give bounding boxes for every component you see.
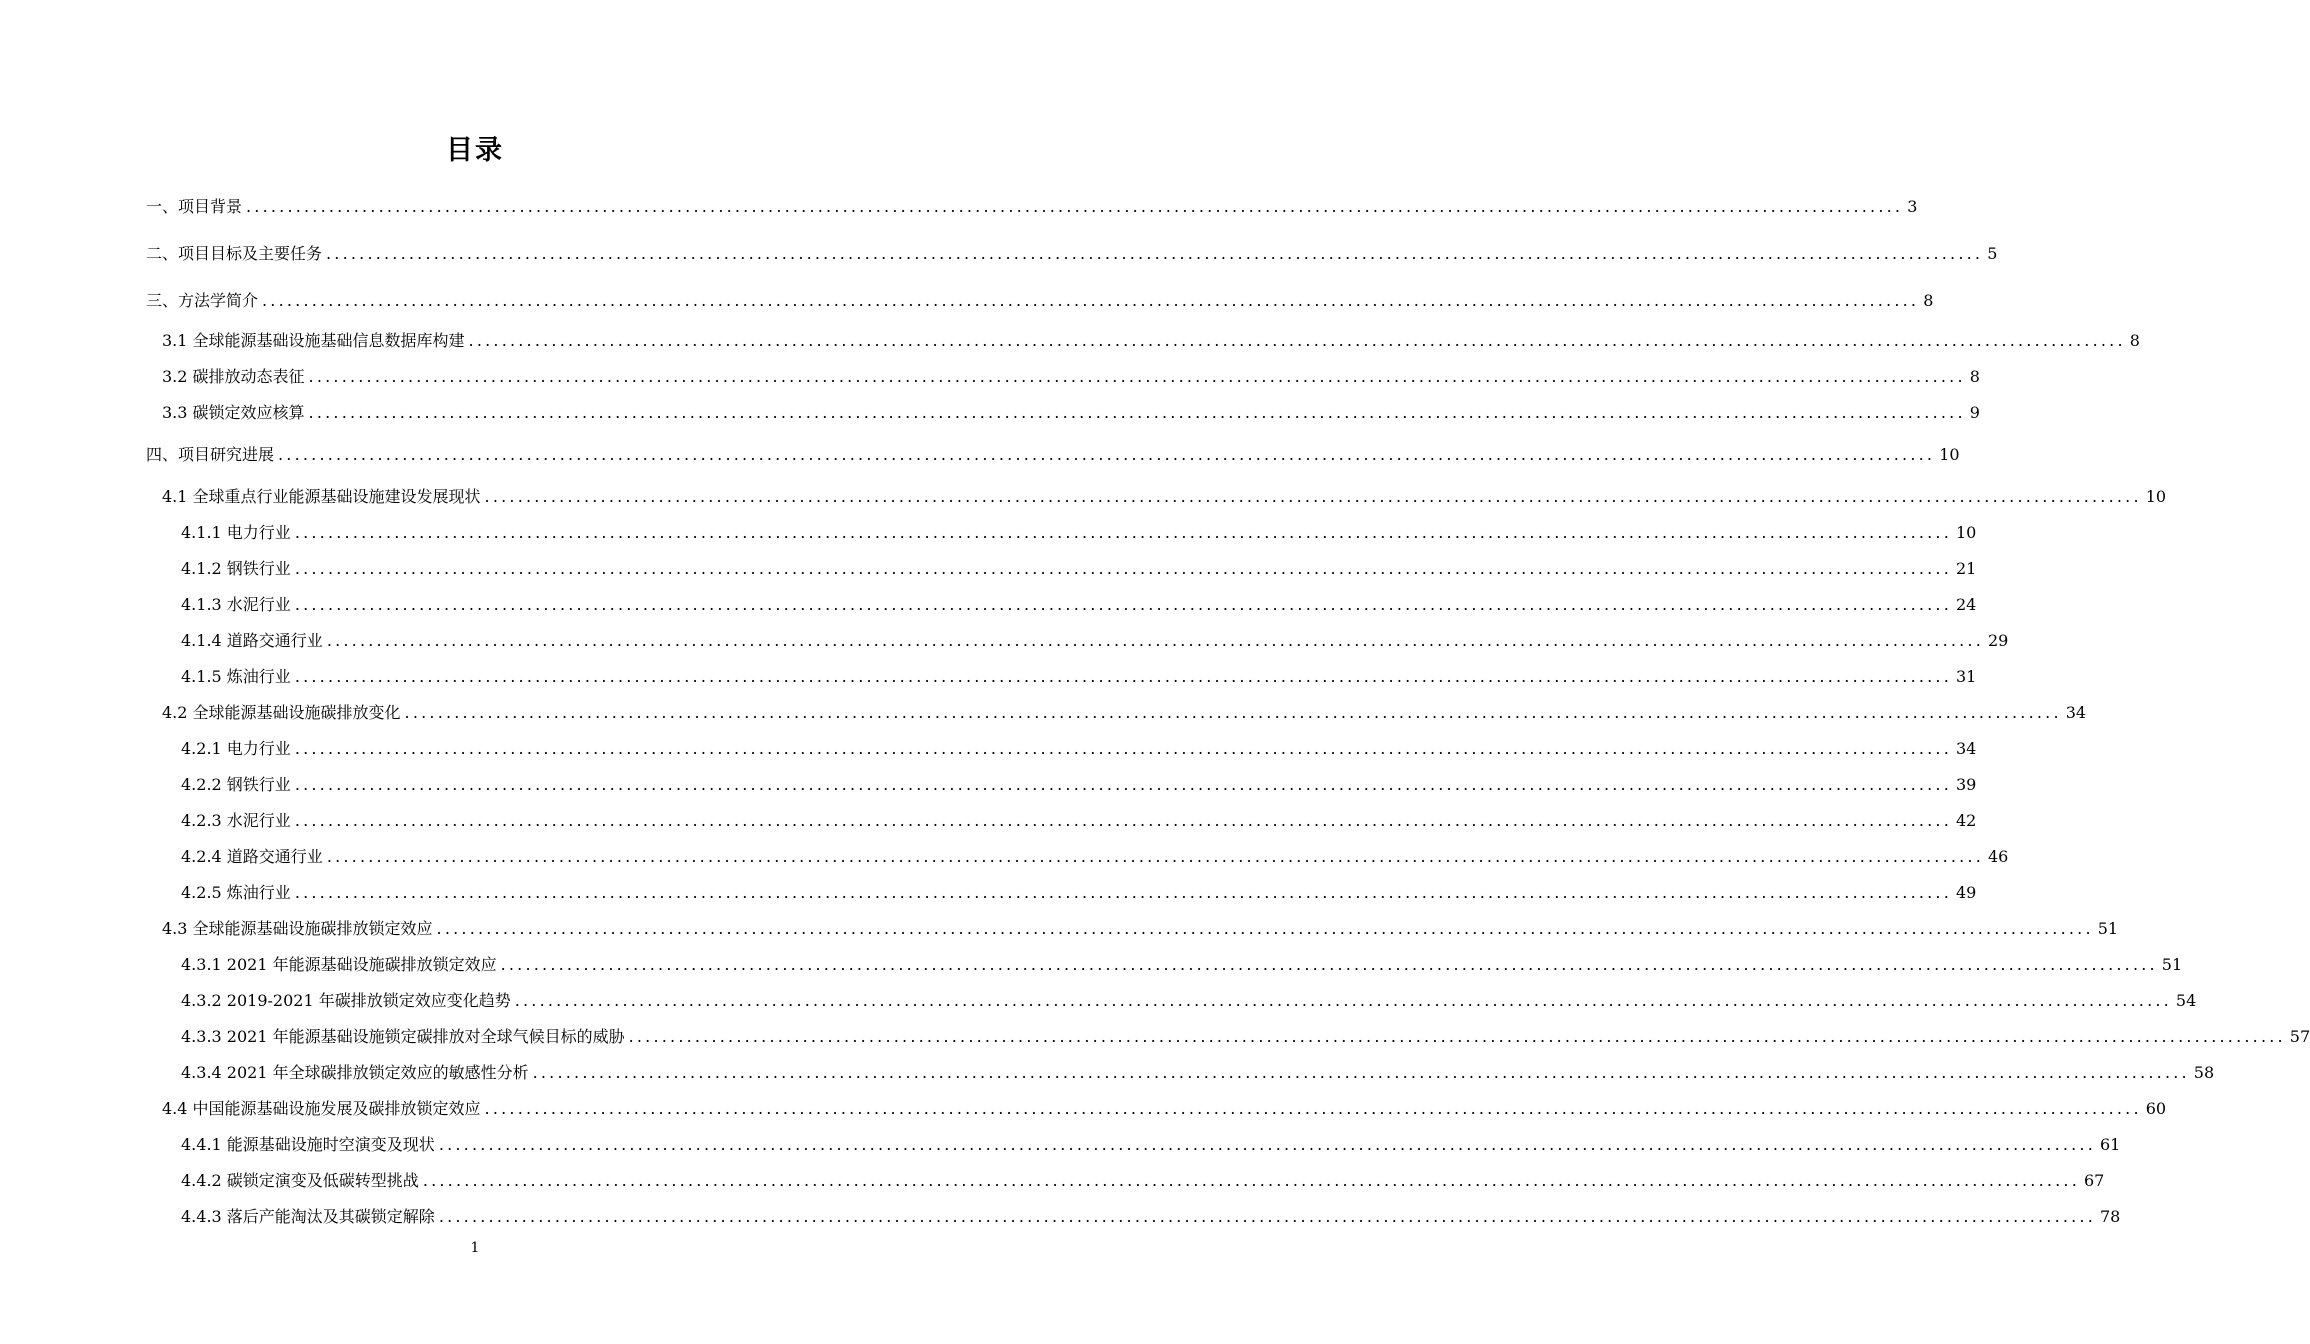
toc-entry-page: 24 — [1956, 595, 1977, 614]
toc-entry-page: 3 — [1907, 197, 1918, 216]
toc-leader-dots: ........................................................................................................................................................................................................ — [278, 445, 1936, 464]
toc-entry[interactable] — [0, 807, 1977, 831]
toc-entry-label: 二、项目目标及主要任务 — [146, 244, 323, 263]
toc-entry[interactable] — [0, 771, 1977, 795]
toc-entry-page: 10 — [2145, 487, 2167, 506]
toc-entry-label: 4.4 中国能源基础设施发展及碳排放锁定效应 — [162, 1099, 481, 1118]
toc-entry-page: 58 — [2193, 1063, 2215, 1082]
toc-entry-page: 8 — [1923, 291, 1934, 310]
toc-entry[interactable] — [0, 555, 1977, 579]
toc-entry-label: 4.4.2 碳锁定演变及低碳转型挑战 — [181, 1171, 419, 1190]
toc-entry-label: 4.1 全球重点行业能源基础设施建设发展现状 — [162, 487, 481, 506]
toc-entry[interactable] — [0, 915, 2119, 939]
toc-entry[interactable] — [0, 483, 2167, 507]
toc-entry-page: 10 — [1939, 445, 1960, 464]
toc-leader-dots: ........................................................................................................................................................................................................ — [246, 197, 1904, 216]
toc-entry[interactable] — [0, 951, 2183, 975]
toc-entry[interactable] — [0, 1023, 2310, 1047]
toc-entry[interactable] — [0, 663, 1977, 687]
toc-leader-dots: ........................................................................................................................................................................................................ — [468, 331, 2126, 350]
toc-entry-page: 9 — [1969, 403, 1980, 422]
toc-entry-label: 四、项目研究进展 — [146, 445, 275, 464]
toc-entry[interactable] — [0, 363, 1980, 387]
toc-entry-page: 67 — [2084, 1171, 2105, 1190]
toc-entry[interactable] — [0, 987, 2197, 1011]
toc-entry-page: 42 — [1956, 811, 1977, 830]
toc-entry-page: 54 — [2175, 991, 2197, 1010]
toc-entry-page: 51 — [2161, 955, 2183, 974]
toc-entry[interactable] — [0, 1095, 2167, 1119]
toc-leader-dots: ........................................................................................................................................................................................................ — [500, 955, 2158, 974]
toc-entry-label: 4.1.4 道路交通行业 — [181, 631, 323, 650]
toc-leader-dots: ........................................................................................................................................................................................................ — [438, 1207, 2096, 1226]
toc-entry-label: 4.3 全球能源基础设施碳排放锁定效应 — [162, 919, 433, 938]
toc-entry-page: 31 — [1956, 667, 1977, 686]
toc-entry-page: 5 — [1987, 244, 1998, 263]
toc-entry-page: 51 — [2097, 919, 2119, 938]
toc-entry-label: 4.3.4 2021 年全球碳排放锁定效应的敏感性分析 — [181, 1063, 529, 1082]
toc-entry-label: 3.2 碳排放动态表征 — [162, 367, 305, 386]
toc-entry-label: 4.1.2 钢铁行业 — [181, 559, 291, 578]
toc-entry[interactable] — [0, 287, 1934, 311]
toc-entry-label: 4.2.5 炼油行业 — [181, 883, 291, 902]
toc-leader-dots: ........................................................................................................................................................................................................ — [294, 811, 1952, 830]
toc-entry-page: 60 — [2145, 1099, 2167, 1118]
toc-entry[interactable] — [0, 699, 2087, 723]
toc-leader-dots: ........................................................................................................................................................................................................ — [422, 1171, 2080, 1190]
toc-leader-dots: ........................................................................................................................................................................................................ — [262, 291, 1920, 310]
toc-entry-label: 3.3 碳锁定效应核算 — [162, 403, 305, 422]
toc-leader-dots: ........................................................................................................................................................................................................ — [484, 1099, 2142, 1118]
toc-leader-dots: ........................................................................................................................................................................................................ — [436, 919, 2094, 938]
toc-entry-page: 29 — [1988, 631, 2009, 650]
toc-entry-label: 4.4.1 能源基础设施时空演变及现状 — [181, 1135, 435, 1154]
toc-entry-label: 4.1.5 炼油行业 — [181, 667, 291, 686]
toc-entry-label: 4.1.3 水泥行业 — [181, 595, 291, 614]
toc-entry-page: 10 — [1956, 523, 1977, 542]
toc-entry-label: 4.2 全球能源基础设施碳排放变化 — [162, 703, 401, 722]
toc-entry[interactable] — [0, 1059, 2215, 1083]
toc-entry-page: 21 — [1956, 559, 1977, 578]
toc-entry[interactable] — [0, 879, 1977, 903]
toc-leader-dots: ........................................................................................................................................................................................................ — [484, 487, 2142, 506]
toc-entry-label: 4.3.1 2021 年能源基础设施碳排放锁定效应 — [181, 955, 497, 974]
toc-leader-dots: ........................................................................................................................................................................................................ — [514, 991, 2172, 1010]
toc-entry[interactable] — [0, 240, 1998, 264]
toc-entry[interactable] — [0, 1131, 2121, 1155]
toc-leader-dots: ........................................................................................................................................................................................................ — [404, 703, 2062, 722]
toc-entry[interactable] — [0, 399, 1980, 423]
toc-entry-label: 4.2.1 电力行业 — [181, 739, 291, 758]
toc-entry-label: 4.4.3 落后产能淘汰及其碳锁定解除 — [181, 1207, 435, 1226]
toc-leader-dots: ........................................................................................................................................................................................................ — [294, 595, 1952, 614]
toc-entry-label: 3.1 全球能源基础设施基础信息数据库构建 — [162, 331, 465, 350]
toc-leader-dots: ........................................................................................................................................................................................................ — [628, 1027, 2286, 1046]
toc-entry-label: 4.2.4 道路交通行业 — [181, 847, 323, 866]
toc-entry[interactable] — [0, 627, 2009, 651]
toc-leader-dots: ........................................................................................................................................................................................................ — [294, 739, 1952, 758]
toc-entry-page: 34 — [2065, 703, 2087, 722]
toc-entry-page: 8 — [1969, 367, 1980, 386]
toc-entry[interactable] — [0, 591, 1977, 615]
page-number: 1 — [470, 1240, 480, 1256]
toc-entry-label: 4.2.2 钢铁行业 — [181, 775, 291, 794]
toc-entry-label: 4.3.3 2021 年能源基础设施锁定碳排放对全球气候目标的威胁 — [181, 1027, 625, 1046]
toc-entry[interactable] — [0, 519, 1977, 543]
toc-entry[interactable] — [0, 441, 1960, 465]
toc-leader-dots: ........................................................................................................................................................................................................ — [326, 244, 1984, 263]
toc-entry-page: 8 — [2129, 331, 2140, 350]
toc-entry-label: 4.2.3 水泥行业 — [181, 811, 291, 830]
page-title: 目录 — [446, 135, 504, 166]
toc-entry-label: 4.1.1 电力行业 — [181, 523, 291, 542]
toc-entry-page: 34 — [1956, 739, 1977, 758]
toc-entry-page: 61 — [2100, 1135, 2121, 1154]
toc-entry[interactable] — [0, 327, 2140, 351]
toc-leader-dots: ........................................................................................................................................................................................................ — [326, 847, 1984, 866]
toc-entry[interactable] — [0, 1167, 2105, 1191]
toc-leader-dots: ........................................................................................................................................................................................................ — [294, 523, 1952, 542]
toc-entry-label: 三、方法学简介 — [146, 291, 259, 310]
toc-leader-dots: ........................................................................................................................................................................................................ — [294, 883, 1952, 902]
toc-leader-dots: ........................................................................................................................................................................................................ — [438, 1135, 2096, 1154]
toc-leader-dots: ........................................................................................................................................................................................................ — [326, 631, 1984, 650]
toc-entry-page: 46 — [1988, 847, 2009, 866]
toc-entry[interactable] — [0, 193, 1918, 217]
toc-entry-label: 一、项目背景 — [146, 197, 243, 216]
toc-leader-dots: ........................................................................................................................................................................................................ — [294, 559, 1952, 578]
toc-entry-page: 57 — [2289, 1027, 2310, 1046]
toc-entry-page: 39 — [1956, 775, 1977, 794]
toc-entry-page: 78 — [2100, 1207, 2121, 1226]
toc-leader-dots: ........................................................................................................................................................................................................ — [308, 403, 1966, 422]
toc-entry[interactable] — [0, 735, 1977, 759]
toc-entry[interactable] — [0, 843, 2009, 867]
toc-entry[interactable] — [0, 1203, 2121, 1227]
toc-leader-dots: ........................................................................................................................................................................................................ — [532, 1063, 2190, 1082]
toc-entry-page: 49 — [1956, 883, 1977, 902]
toc-leader-dots: ........................................................................................................................................................................................................ — [294, 667, 1952, 686]
toc-leader-dots: ........................................................................................................................................................................................................ — [308, 367, 1966, 386]
toc-entry-label: 4.3.2 2019-2021 年碳排放锁定效应变化趋势 — [181, 991, 511, 1010]
toc-leader-dots: ........................................................................................................................................................................................................ — [294, 775, 1952, 794]
